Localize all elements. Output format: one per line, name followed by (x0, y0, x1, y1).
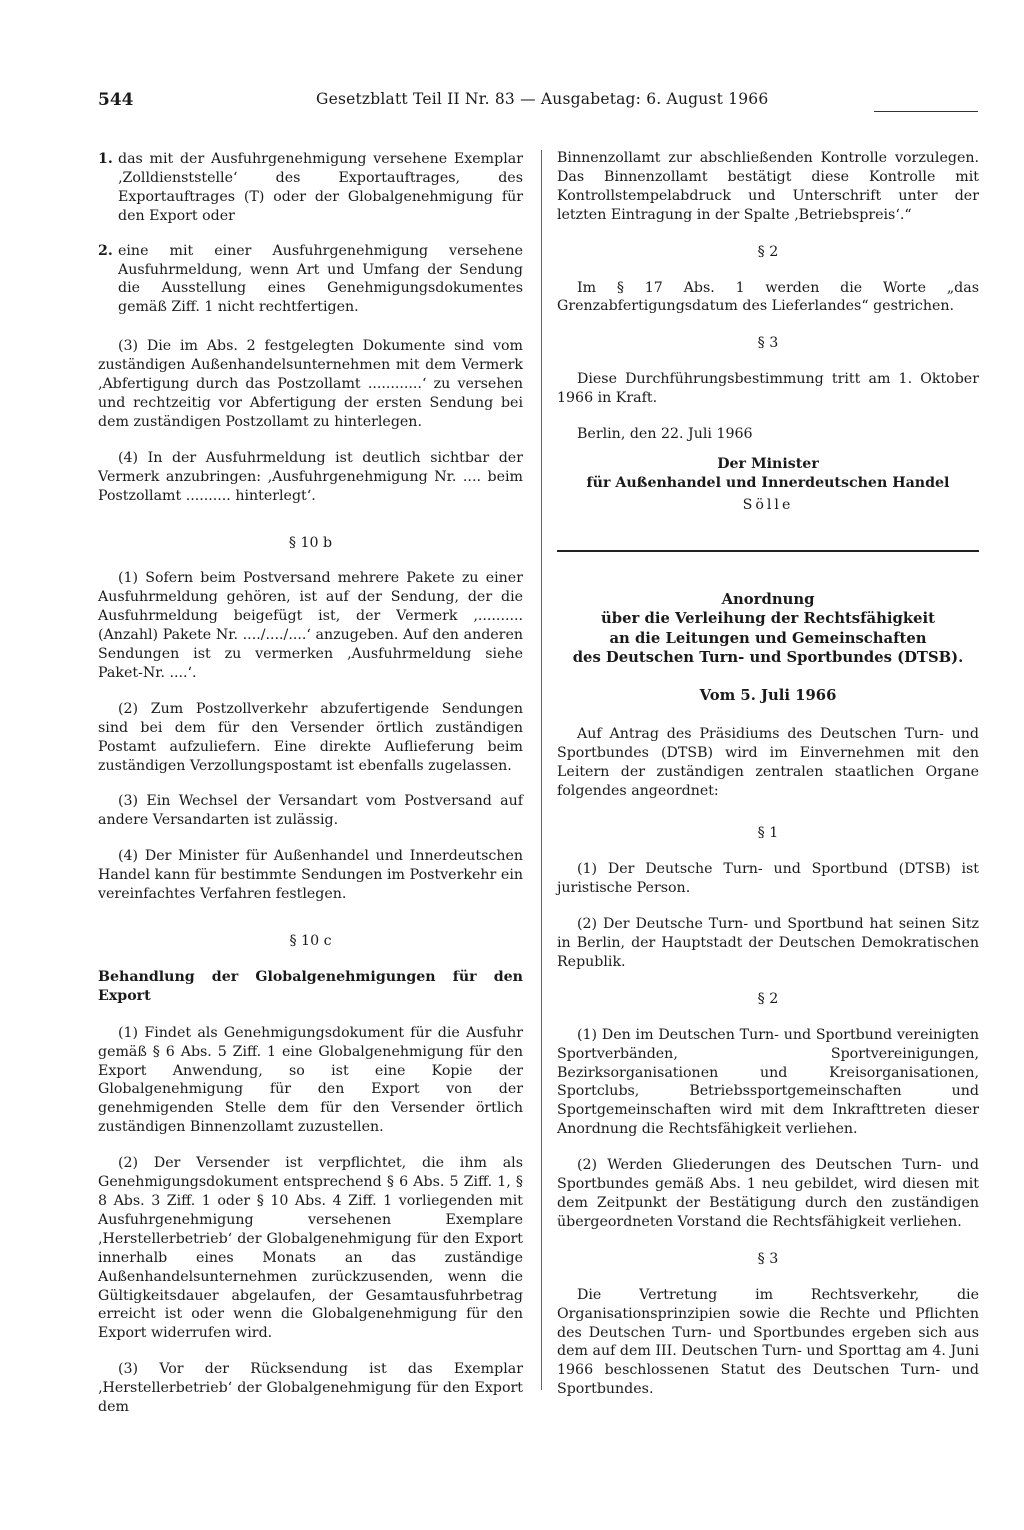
ordinance-date: Vom 5. Juli 1966 (699, 686, 837, 704)
list-item (98, 242, 523, 318)
header-rule (874, 111, 978, 112)
ordinance-title-line: des Deutschen Turn- und Sportbundes (DTSB). (572, 649, 964, 667)
signature-title-line: für Außenhandel und Innerdeutschen Handel (586, 474, 950, 491)
ordinance-title (557, 590, 979, 668)
page-number: 544 (98, 90, 134, 110)
paragraph: (3) Die im Abs. 2 festgelegten Dokumente sind vom zuständigen Außenhandelsunternehmen mit dem Vermerk ‚Abfertigung durch das Postzollamt ............‘ zu versehen und rechtzeitig vor Abfertigung der ersten Sendung bei dem zuständigen Postzollamt zu hinterlegen. (98, 338, 523, 430)
paragraph: (2) Werden Gliederungen des Deutschen Turn- und Sportbundes gemäß Abs. 1 neu gebildet, wird diesen mit dem Zeitpunkt der Bestätigung durch den zuständigen übergeordneten Vorstand die Rechtsfähigkeit verliehen. (557, 1157, 979, 1230)
paragraph: Diese Durchführungsbestimmung tritt am 1. Oktober 1966 in Kraft. (557, 371, 979, 407)
paragraph: (3) Vor der Rücksendung ist das Exemplar ‚Herstellerbetrieb‘ der Globalgenehmigung für den Export dem (98, 1361, 523, 1416)
left-column (98, 150, 523, 1434)
list-item-number: 1. (98, 151, 113, 167)
section-title: Behandlung der Globalgenehmigungen für den Export (98, 968, 523, 1004)
list-item (98, 150, 523, 226)
section-heading-3b: § 3 (757, 1250, 779, 1267)
paragraph: (1) Der Deutsche Turn- und Sportbund (DTSB) ist juristische Person. (557, 861, 979, 897)
paragraph: (2) Zum Postzollverkehr abzufertigende Sendungen sind bei dem für den Versender örtlich zuständigen Postamt aufzuliefern. Eine direkte Auflieferung beim zuständigen Verzollungspostamt ist ebenfalls zugelassen. (98, 700, 523, 774)
signature-title (557, 455, 979, 493)
paragraph: (1) Den im Deutschen Turn- und Sportbund vereinigten Sportverbänden, Sportvereinigungen, Bezirksorganisationen und Kreisorganisationen, Sportclubs, Betriebssportgemeinschaften und Sportgemeinschaften wird mit dem Inkrafttreten dieser Anordnung die Rechtsfähigkeit verliehen. (557, 1026, 979, 1138)
paragraph: Auf Antrag des Präsidiums des Deutschen Turn- und Sportbundes (DTSB) wird im Einvernehmen mit den Leitern der zuständigen zentralen staatlichen Organe folgendes angeordnet: (557, 725, 979, 799)
section-heading-2b: § 2 (757, 990, 779, 1007)
section-heading-10b: § 10 b (288, 534, 333, 551)
section-heading-1: § 1 (757, 825, 779, 842)
paragraph: Im § 17 Abs. 1 werden die Worte „das Grenzabfertigungsdatum des Lieferlandes“ gestrichen. (557, 279, 979, 315)
paragraph: (4) Der Minister für Außenhandel und Innerdeutschen Handel kann für bestimmte Sendungen im Postverkehr ein vereinfachtes Verfahren festlegen. (98, 848, 523, 903)
signature-title-line: Der Minister (717, 455, 819, 472)
paragraph: Die Vertretung im Rechtsverkehr, die Organisationsprinzipien sowie die Rechte und Pflichten des Deutschen Turn- und Sportbundes ergeben sich aus dem auf dem III. Deutschen Turn- und Sporttag am 4. Juni 1966 beschlossenen Statut des Deutschen Turn- und Sportbundes. (557, 1286, 979, 1398)
column-divider (541, 150, 542, 1390)
list-item-text: das mit der Ausfuhrgenehmigung versehene Exemplar ‚Zolldienststelle‘ des Exportauftrages, des Exportauftrages (T) oder der Globalgenehmigung für den Export oder (118, 151, 523, 224)
paragraph: (1) Sofern beim Postversand mehrere Pakete zu einer Ausfuhrmeldung gehören, ist auf der Sendung, der die Ausfuhrmeldung beigefügt ist, der Vermerk ‚.......... (Anzahl) Pakete Nr. ..../..../....‘ anzugeben. Auf den anderen Sendungen ist zu vermerken ‚Ausfuhrmeldung siehe Paket-Nr. ....‘. (98, 570, 523, 681)
ordinance-title-line: Anordnung (721, 590, 815, 608)
list-item-number: 2. (98, 242, 113, 259)
paragraph: (3) Ein Wechsel der Versandart vom Postversand auf andere Versandarten ist zulässig. (98, 793, 523, 829)
paragraph: Binnenzollamt zur abschließenden Kontrolle vorzulegen. Das Binnenzollamt bestätigt diese Kontrolle mit Kontrollstempelabdruck und Unterschrift unter der letzten Eintragung in der Spalte ‚Betriebspreis‘.“ (557, 150, 979, 223)
ordinance-title-line: an die Leitungen und Gemeinschaften (609, 629, 927, 647)
signature-date: Berlin, den 22. Juli 1966 (577, 426, 753, 443)
right-column (557, 149, 979, 1416)
section-heading-3: § 3 (757, 335, 779, 352)
section-rule (557, 550, 979, 552)
section-heading-2: § 2 (757, 243, 779, 260)
paragraph: (2) Der Versender ist verpflichtet, die ihm als Genehmigungsdokument entsprechend § 6 Abs. 5 Ziff. 1, § 8 Abs. 3 Ziff. 1 oder § 10 Abs. 4 Ziff. 1 vorliegenden mit Ausfuhrgenehmigung versehenen Exemplare ‚Herstellerbetrieb‘ der Globalgenehmigung für den Export innerhalb eines Monats an das zuständige Außenhandelsunternehmen zurückzusenden, wenn die Gültigkeitsdauer abgelaufen, der Gesamtausfuhrbetrag erreicht ist oder wenn die Globalgenehmigung für den Export widerrufen wird. (98, 1155, 523, 1342)
paragraph: (2) Der Deutsche Turn- und Sportbund hat seinen Sitz in Berlin, der Hauptstadt der Deutschen Demokratischen Republik. (557, 916, 979, 970)
signature-name: Sölle (742, 496, 794, 513)
paragraph: (1) Findet als Genehmigungsdokument für die Ausfuhr gemäß § 6 Abs. 5 Ziff. 1 eine Globalgenehmigung für den Export Anwendung, so ist eine Kopie der Globalgenehmigung für den Export von der genehmigenden Stelle dem für den Versender örtlich zuständigen Binnenzollamt zuzustellen. (98, 1024, 523, 1136)
paragraph: (4) In der Ausfuhrmeldung ist deutlich sichtbar der Vermerk anzubringen: ‚Ausfuhrgenehmigung Nr. .... beim Postzollamt .......... hinterlegt‘. (98, 449, 523, 504)
list-item-text: eine mit einer Ausfuhrgenehmigung versehene Ausfuhrmeldung, wenn Art und Umfang der Sendung die Ausstellung eines Genehmigungsdokumentes gemäß Ziff. 1 nicht rechtfertigen. (118, 242, 523, 316)
page-header-title: Gesetzblatt Teil II Nr. 83 — Ausgabetag: 6. August 1966 (316, 90, 769, 108)
ordinance-title-line: über die Verleihung der Rechtsfähigkeit (601, 610, 935, 628)
section-heading-10c: § 10 c (289, 933, 332, 949)
